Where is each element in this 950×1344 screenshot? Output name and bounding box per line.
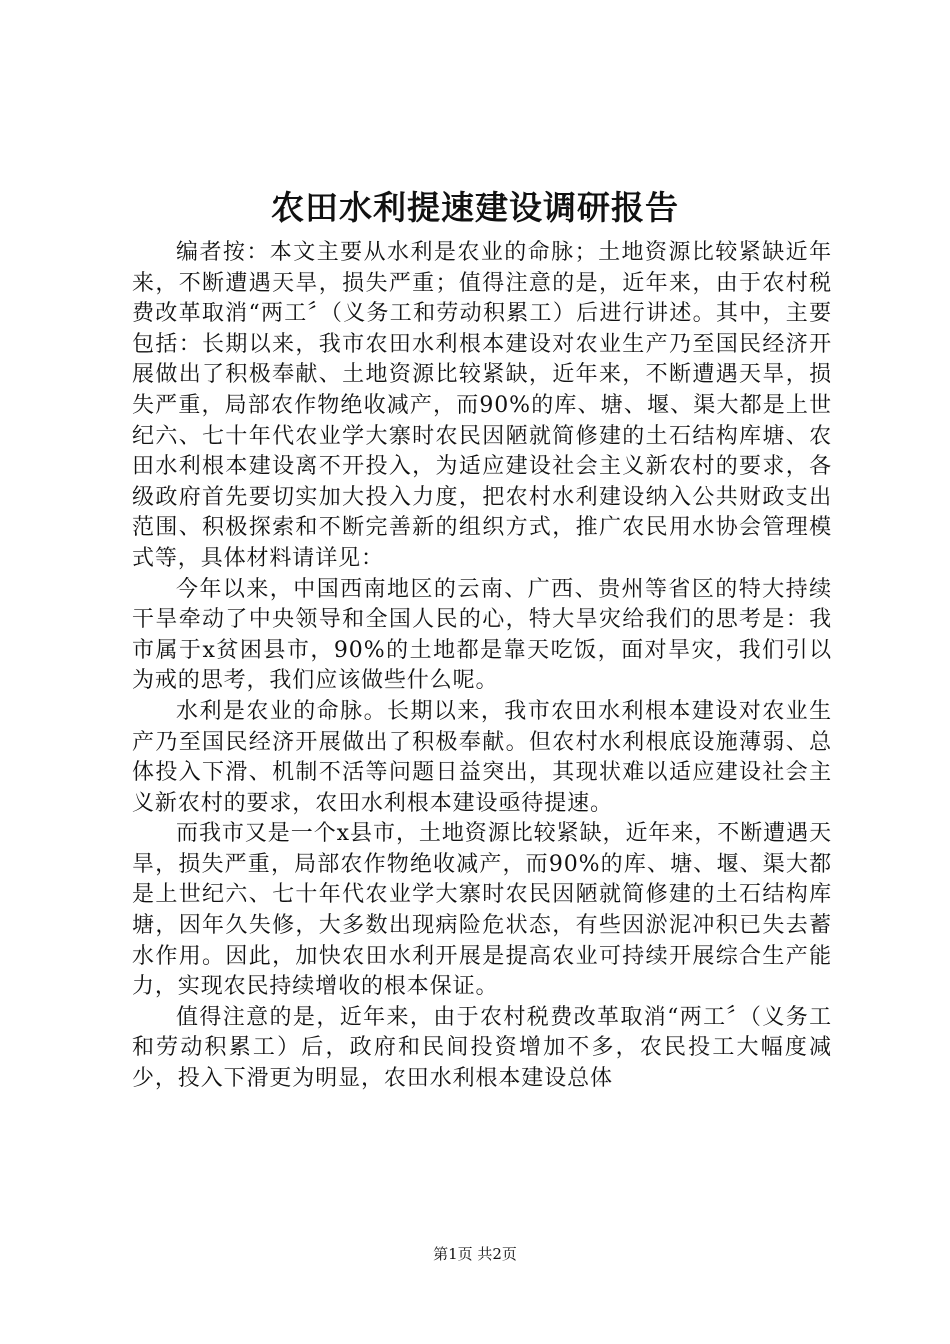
document-title: 农田水利提速建设调研报告 (271, 188, 679, 227)
paragraph-local-situation: 而我市又是一个x县市，土地资源比较紧缺，近年来，不断遭遇天旱，损失严重，局部农作物绝收减产，而90%的库、塘、堰、渠大都是上世纪六、七十年代农业学大寨时农民因陋就简修建的土石结构库塘，因年久失修，大多数出现病险危状态，有些因淤泥冲积已失去蓄水作用。因此，加快农田水利开展是提高农业可持续开展综合生产能力，实现农民持续增收的根本保证。 (132, 821, 832, 1000)
paragraph-tax-reform: 值得注意的是，近年来，由于农村税费改革取消“两工〞（义务工和劳动积累工）后，政府和民间投资增加不多，农民投工大幅度减少，投入下滑更为明显，农田水利根本建设总体 (132, 1004, 832, 1092)
paragraph-drought: 今年以来，中国西南地区的云南、广西、贵州等省区的特大持续干旱牵动了中央领导和全国人民的心，特大旱灾给我们的思考是：我市属于x贫困县市，90%的土地都是靠天吃饭，面对旱灾，我们引以为戒的思考，我们应该做些什么呢。 (132, 576, 832, 694)
paragraph-water-conservancy: 水利是农业的命脉。长期以来，我市农田水利根本建设对农业生产乃至国民经济开展做出了积极奉献。但农村水利根底设施薄弱、总体投入下滑、机制不活等问题日益突出，其现状难以适应建设社会主义新农村的要求，农田水利根本建设亟待提速。 (132, 698, 832, 816)
paragraph-editor-note: 编者按：本文主要从水利是农业的命脉；土地资源比较紧缺近年来，不断遭遇天旱，损失严重；值得注意的是，近年来，由于农村税费改革取消“两工〞（义务工和劳动积累工）后进行讲述。其中，主要包括：长期以来，我市农田水利根本建设对农业生产乃至国民经济开展做出了积极奉献、土地资源比较紧缺，近年来，不断遭遇天旱，损失严重，局部农作物绝收减产，而90%的库、塘、堰、渠大都是上世纪六、七十年代农业学大寨时农民因陋就简修建的土石结构库塘、农田水利根本建设离不开投入，为适应建设社会主义新农村的要求，各级政府首先要切实加大投入力度，把农村水利建设纳入公共财政支出范围、积极探索和不断完善新的组织方式，推广农民用水协会管理模式等，具体材料请详见： (132, 240, 832, 571)
document-body (132, 238, 832, 1095)
page-number-footer: 第1页 共2页 (433, 1245, 517, 1263)
